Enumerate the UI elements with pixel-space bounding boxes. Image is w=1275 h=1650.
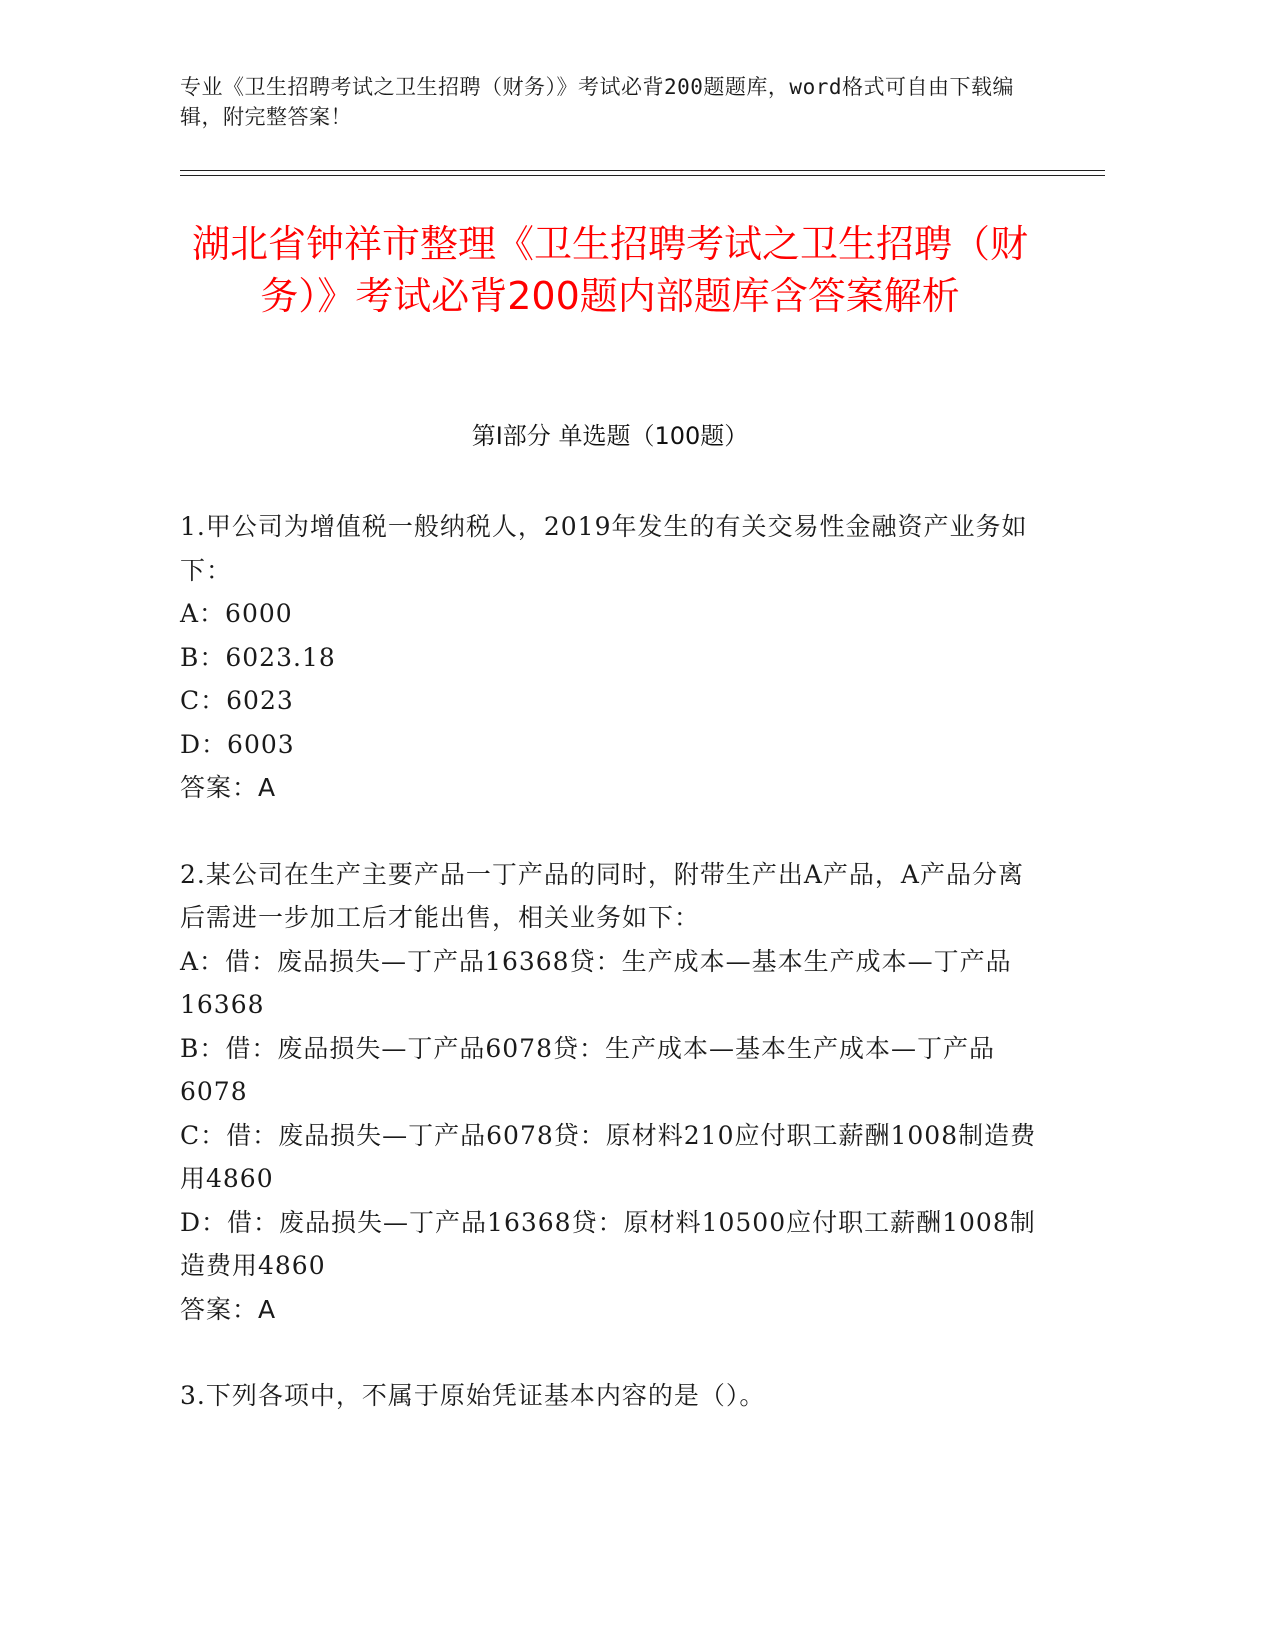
answer: 答案：A xyxy=(180,773,277,802)
question-1 xyxy=(180,505,1040,810)
header-divider-top xyxy=(180,170,1105,171)
option-a: A：借：废品损失—丁产品16368贷：生产成本—基本生产成本—丁产品16368 xyxy=(180,946,1012,1019)
question-3 xyxy=(180,1374,1040,1418)
option-b: B：借：废品损失—丁产品6078贷：生产成本—基本生产成本—丁产品6078 xyxy=(180,1033,995,1106)
option-d: D：6003 xyxy=(180,729,295,759)
document-title: 湖北省钟祥市整理《卫生招聘考试之卫生招聘（财务）》考试必背200题内部题库含答案解析 xyxy=(191,222,1028,318)
header-note: 专业《卫生招聘考试之卫生招聘（财务）》考试必背200题题库，word格式可自由下载编辑，附完整答案！ xyxy=(180,75,1014,129)
answer: 答案：A xyxy=(180,1294,277,1324)
section-title: 第Ⅰ部分 单选题（100题） xyxy=(471,422,749,450)
question-stem: 3.下列各项中，不属于原始凭证基本内容的是（）。 xyxy=(180,1381,766,1410)
option-b: B：6023.18 xyxy=(180,642,336,672)
question-list xyxy=(180,505,1040,1418)
question-2 xyxy=(180,853,1040,1332)
header-divider-bottom xyxy=(180,175,1105,176)
option-a: A：6000 xyxy=(180,599,293,628)
question-stem: 2.某公司在生产主要产品一丁产品的同时，附带生产出A产品，A产品分离后需进一步加工后才能出售，相关业务如下： xyxy=(180,859,1024,932)
option-d: D：借：废品损失—丁产品16368贷：原材料10500应付职工薪酬1008制造费用4860 xyxy=(180,1207,1036,1280)
option-c: C：借：废品损失—丁产品6078贷：原材料210应付职工薪酬1008制造费用4860 xyxy=(180,1120,1037,1193)
option-c: C：6023 xyxy=(180,686,294,715)
question-stem: 1.甲公司为增值税一般纳税人，2019年发生的有关交易性金融资产业务如下： xyxy=(180,512,1028,585)
